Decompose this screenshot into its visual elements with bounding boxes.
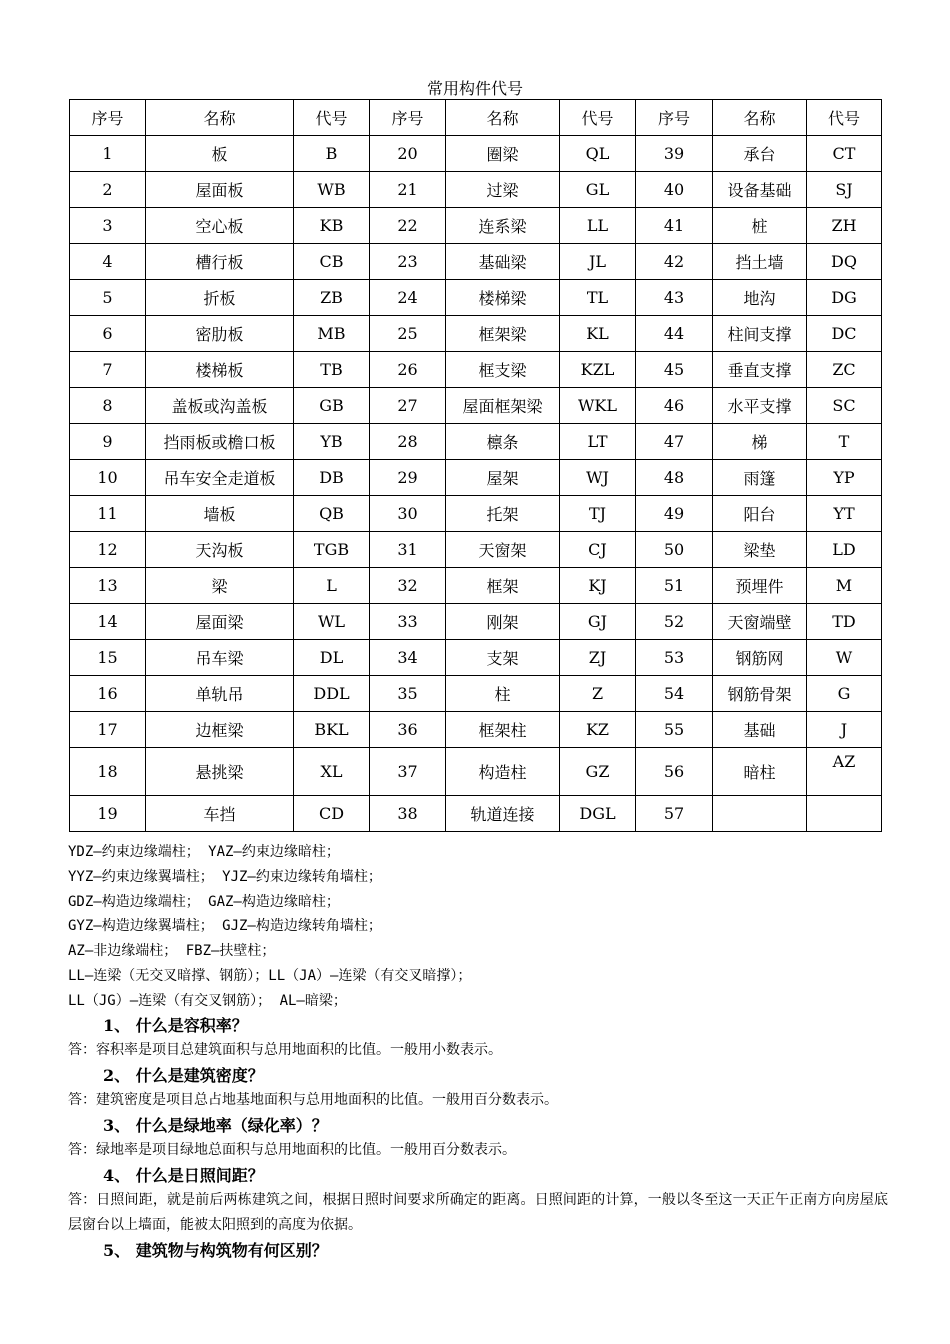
table-cell: YB — [294, 424, 370, 460]
table-cell: 48 — [636, 460, 713, 496]
table-cell: 柱 — [446, 676, 560, 712]
table-cell: 54 — [636, 676, 713, 712]
table-cell: 刚架 — [446, 604, 560, 640]
table-cell: SC — [807, 388, 882, 424]
answer-text: 答：绿地率是项目绿地总面积与总用地面积的比值。一般用百分数表示。 — [68, 1142, 516, 1158]
table-cell: 吊车梁 — [146, 640, 294, 676]
table-cell: WL — [294, 604, 370, 640]
table-cell: QL — [560, 136, 636, 172]
table-cell: 30 — [370, 496, 446, 532]
table-cell: 15 — [70, 640, 146, 676]
table-cell: 楼梯梁 — [446, 280, 560, 316]
table-cell: 屋面框架梁 — [446, 388, 560, 424]
table-cell: Z — [560, 676, 636, 712]
table-cell: ZH — [807, 208, 882, 244]
component-code-table — [69, 99, 882, 832]
table-row — [70, 316, 882, 352]
table-cell: 56 — [636, 748, 713, 796]
table-row — [70, 244, 882, 280]
table-cell: 38 — [370, 796, 446, 832]
question-heading: 5、 建筑物与构筑物有何区别？ — [103, 1241, 328, 1260]
table-cell: 13 — [70, 568, 146, 604]
table-row — [70, 604, 882, 640]
table-cell: 53 — [636, 640, 713, 676]
header-cell: 代号 — [560, 100, 636, 136]
table-cell: 52 — [636, 604, 713, 640]
question-heading: 2、 什么是建筑密度？ — [103, 1066, 264, 1085]
table-cell: 承台 — [713, 136, 807, 172]
table-cell: 25 — [370, 316, 446, 352]
table-row — [70, 532, 882, 568]
table-cell: 39 — [636, 136, 713, 172]
table-cell: 26 — [370, 352, 446, 388]
table-cell: 55 — [636, 712, 713, 748]
table-header-row — [70, 100, 882, 136]
table-cell: 31 — [370, 532, 446, 568]
table-cell: 6 — [70, 316, 146, 352]
table-cell: ZB — [294, 280, 370, 316]
table-cell: 吊车安全走道板 — [146, 460, 294, 496]
table-cell: T — [807, 424, 882, 460]
table-cell: 墙板 — [146, 496, 294, 532]
table-cell: 垂直支撑 — [713, 352, 807, 388]
table-row — [70, 748, 882, 796]
table-cell: DB — [294, 460, 370, 496]
table-cell: ZJ — [560, 640, 636, 676]
table-cell: 40 — [636, 172, 713, 208]
table-cell: KJ — [560, 568, 636, 604]
table-cell: 框架 — [446, 568, 560, 604]
table-row — [70, 712, 882, 748]
table-cell: 边框梁 — [146, 712, 294, 748]
table-cell: 32 — [370, 568, 446, 604]
table-cell: 屋面板 — [146, 172, 294, 208]
table-cell: 天窗架 — [446, 532, 560, 568]
table-cell: 2 — [70, 172, 146, 208]
table-cell: 框支梁 — [446, 352, 560, 388]
table-cell: 过梁 — [446, 172, 560, 208]
table-cell: 28 — [370, 424, 446, 460]
table-row — [70, 352, 882, 388]
header-cell: 名称 — [446, 100, 560, 136]
table-cell: 圈梁 — [446, 136, 560, 172]
table-cell: XL — [294, 748, 370, 796]
table-cell: G — [807, 676, 882, 712]
table-cell: 水平支撑 — [713, 388, 807, 424]
table-cell: 天窗端壁 — [713, 604, 807, 640]
qa-section — [68, 1013, 888, 1263]
table-cell: L — [294, 568, 370, 604]
table-cell: 43 — [636, 280, 713, 316]
note-line: LL—连梁（无交叉暗撑、钢筋）；LL（JA）—连梁（有交叉暗撑）； — [68, 967, 472, 984]
table-cell: 屋面梁 — [146, 604, 294, 640]
table-cell: AZ — [807, 748, 882, 796]
table-cell: 51 — [636, 568, 713, 604]
table-row — [70, 424, 882, 460]
table-cell: 50 — [636, 532, 713, 568]
header-cell: 名称 — [713, 100, 807, 136]
table-cell: 34 — [370, 640, 446, 676]
table-cell: QB — [294, 496, 370, 532]
table-cell: 暗柱 — [713, 748, 807, 796]
table-cell: BKL — [294, 712, 370, 748]
table-row — [70, 172, 882, 208]
table-cell: TD — [807, 604, 882, 640]
table-cell: 57 — [636, 796, 713, 832]
table-cell: GB — [294, 388, 370, 424]
table-cell: 车挡 — [146, 796, 294, 832]
table-cell: 梁 — [146, 568, 294, 604]
table-cell: 挡土墙 — [713, 244, 807, 280]
table-cell: GJ — [560, 604, 636, 640]
table-cell: 空心板 — [146, 208, 294, 244]
table-cell: JL — [560, 244, 636, 280]
table-cell: KL — [560, 316, 636, 352]
header-cell: 名称 — [146, 100, 294, 136]
table-cell: 悬挑梁 — [146, 748, 294, 796]
table-cell: KB — [294, 208, 370, 244]
table-row — [70, 388, 882, 424]
table-cell: 17 — [70, 712, 146, 748]
table-cell: TB — [294, 352, 370, 388]
table-cell: LD — [807, 532, 882, 568]
table-cell: 7 — [70, 352, 146, 388]
table-cell: 连系梁 — [446, 208, 560, 244]
table-cell: WB — [294, 172, 370, 208]
table-cell: 5 — [70, 280, 146, 316]
table-cell: 折板 — [146, 280, 294, 316]
table-cell: 檩条 — [446, 424, 560, 460]
table-cell: 托架 — [446, 496, 560, 532]
table-cell: 45 — [636, 352, 713, 388]
table-cell: 4 — [70, 244, 146, 280]
table-row — [70, 796, 882, 832]
table-cell: 41 — [636, 208, 713, 244]
table-cell: 梯 — [713, 424, 807, 460]
table-cell: J — [807, 712, 882, 748]
table-cell: DG — [807, 280, 882, 316]
table-cell: GZ — [560, 748, 636, 796]
table-title: 常用构件代号 — [426, 79, 523, 98]
table-row — [70, 136, 882, 172]
table-cell: 槽行板 — [146, 244, 294, 280]
question-heading: 4、 什么是日照间距？ — [103, 1166, 264, 1185]
header-cell: 代号 — [807, 100, 882, 136]
table-cell: 20 — [370, 136, 446, 172]
table-cell: 10 — [70, 460, 146, 496]
table-cell: 柱间支撑 — [713, 316, 807, 352]
table-cell: 36 — [370, 712, 446, 748]
table-cell: 梁垫 — [713, 532, 807, 568]
table-cell: DDL — [294, 676, 370, 712]
table-cell: YT — [807, 496, 882, 532]
table-cell: 雨篷 — [713, 460, 807, 496]
table-cell: 天沟板 — [146, 532, 294, 568]
table-cell: 屋架 — [446, 460, 560, 496]
table-cell: DL — [294, 640, 370, 676]
column-code-notes — [68, 840, 888, 1014]
answer-text: 答：日照间距，就是前后两栋建筑之间，根据日照时间要求所确定的距离。日照间距的计算，一般以冬至这一天正午正南方向房屋底层窗台以上墙面，能被太阳照到的高度为依据。 — [68, 1192, 888, 1233]
table-cell: 46 — [636, 388, 713, 424]
table-row — [70, 280, 882, 316]
table-cell: GL — [560, 172, 636, 208]
table-cell: 8 — [70, 388, 146, 424]
table-cell: WJ — [560, 460, 636, 496]
table-cell: DQ — [807, 244, 882, 280]
header-cell: 序号 — [370, 100, 446, 136]
table-cell: 钢筋网 — [713, 640, 807, 676]
table-cell: 9 — [70, 424, 146, 460]
table-cell: CB — [294, 244, 370, 280]
table-cell: CJ — [560, 532, 636, 568]
table-cell: TGB — [294, 532, 370, 568]
question-heading: 1、 什么是容积率？ — [103, 1016, 248, 1035]
table-row — [70, 568, 882, 604]
table-cell: 单轨吊 — [146, 676, 294, 712]
table-cell: 37 — [370, 748, 446, 796]
table-cell: 42 — [636, 244, 713, 280]
table-cell: DC — [807, 316, 882, 352]
table-cell: WKL — [560, 388, 636, 424]
table-cell: 14 — [70, 604, 146, 640]
table-cell: 11 — [70, 496, 146, 532]
table-cell: DGL — [560, 796, 636, 832]
table-cell: KZ — [560, 712, 636, 748]
answer-text: 答：容积率是项目总建筑面积与总用地面积的比值。一般用小数表示。 — [68, 1042, 502, 1058]
note-line: GDZ—构造边缘端柱； GAZ—构造边缘暗柱； — [68, 893, 340, 910]
table-cell: 12 — [70, 532, 146, 568]
table-cell: 支架 — [446, 640, 560, 676]
note-line: AZ—非边缘端柱； FBZ—扶壁柱； — [68, 943, 276, 960]
note-line: GYZ—构造边缘翼墙柱； GJZ—构造边缘转角墙柱； — [68, 918, 382, 935]
table-row — [70, 496, 882, 532]
table-cell: 18 — [70, 748, 146, 796]
table-cell: 密肋板 — [146, 316, 294, 352]
answer-text: 答：建筑密度是项目总占地基地面积与总用地面积的比值。一般用百分数表示。 — [68, 1092, 558, 1108]
table-cell: 框架柱 — [446, 712, 560, 748]
table-cell: LT — [560, 424, 636, 460]
table-cell: 16 — [70, 676, 146, 712]
table-cell: ZC — [807, 352, 882, 388]
table-cell: 框架梁 — [446, 316, 560, 352]
table-cell: 盖板或沟盖板 — [146, 388, 294, 424]
table-cell: 21 — [370, 172, 446, 208]
table-cell — [807, 796, 882, 832]
note-line: YDZ—约束边缘端柱； YAZ—约束边缘暗柱； — [68, 844, 340, 860]
table-cell: MB — [294, 316, 370, 352]
table-cell: 23 — [370, 244, 446, 280]
table-cell: TJ — [560, 496, 636, 532]
header-cell: 代号 — [294, 100, 370, 136]
table-cell: YP — [807, 460, 882, 496]
table-row — [70, 460, 882, 496]
table-row — [70, 676, 882, 712]
table-cell: 24 — [370, 280, 446, 316]
table-cell: SJ — [807, 172, 882, 208]
table-cell: LL — [560, 208, 636, 244]
table-cell: 3 — [70, 208, 146, 244]
header-cell: 序号 — [636, 100, 713, 136]
table-cell: 钢筋骨架 — [713, 676, 807, 712]
table-cell: 27 — [370, 388, 446, 424]
table-cell: 基础 — [713, 712, 807, 748]
table-cell: 楼梯板 — [146, 352, 294, 388]
table-cell: 35 — [370, 676, 446, 712]
table-cell: 44 — [636, 316, 713, 352]
table-cell: TL — [560, 280, 636, 316]
table-cell: 19 — [70, 796, 146, 832]
table-cell: 构造柱 — [446, 748, 560, 796]
table-cell: 29 — [370, 460, 446, 496]
note-line: YYZ—约束边缘翼墙柱； YJZ—约束边缘转角墙柱； — [68, 868, 382, 885]
table-cell: KZL — [560, 352, 636, 388]
table-cell: 47 — [636, 424, 713, 460]
question-heading: 3、 什么是绿地率（绿化率）？ — [103, 1116, 328, 1135]
table-cell: 板 — [146, 136, 294, 172]
table-cell: 预埋件 — [713, 568, 807, 604]
table-cell: 轨道连接 — [446, 796, 560, 832]
table-cell: 设备基础 — [713, 172, 807, 208]
table-cell: B — [294, 136, 370, 172]
table-row — [70, 640, 882, 676]
note-line: LL（JG）—连梁（有交叉钢筋）； AL—暗梁； — [68, 992, 347, 1009]
table-cell: 49 — [636, 496, 713, 532]
table-cell: 地沟 — [713, 280, 807, 316]
table-cell: CD — [294, 796, 370, 832]
table-cell: CT — [807, 136, 882, 172]
header-cell: 序号 — [70, 100, 146, 136]
table-row — [70, 208, 882, 244]
table-cell: 挡雨板或檐口板 — [146, 424, 294, 460]
table-cell: 桩 — [713, 208, 807, 244]
table-cell: 基础梁 — [446, 244, 560, 280]
table-cell: 阳台 — [713, 496, 807, 532]
table-cell: 1 — [70, 136, 146, 172]
table-cell — [713, 796, 807, 832]
table-cell: 22 — [370, 208, 446, 244]
table-cell: 33 — [370, 604, 446, 640]
table-cell: M — [807, 568, 882, 604]
table-cell: W — [807, 640, 882, 676]
